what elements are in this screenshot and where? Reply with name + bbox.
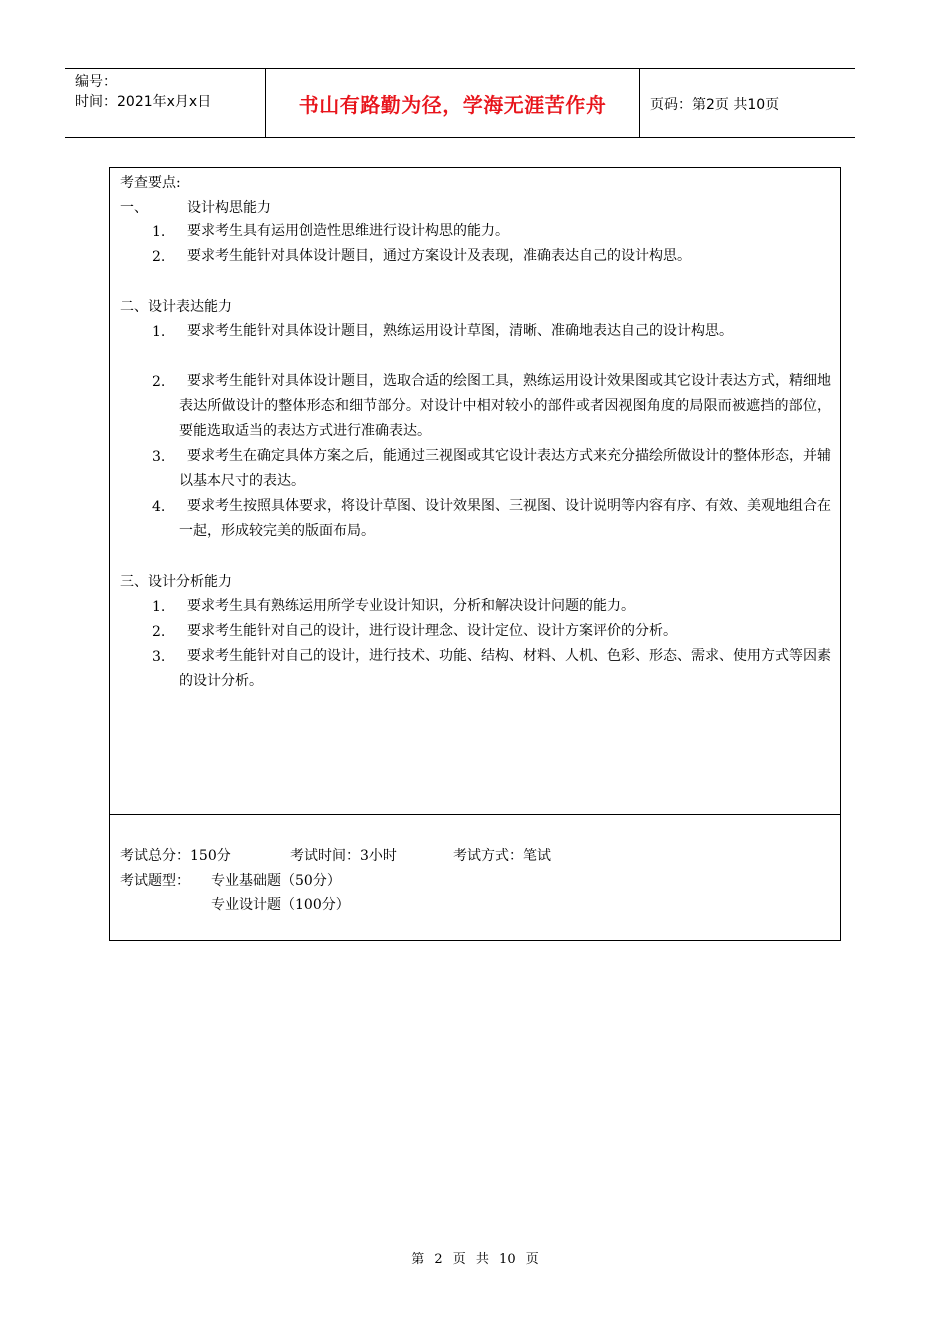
exam-types-label: 考试题型：	[120, 873, 190, 889]
list-number: 2.	[152, 624, 166, 640]
page-header	[65, 68, 855, 138]
list-number: 2.	[152, 374, 166, 390]
exam-method: 考试方式：笔试	[453, 848, 551, 864]
exam-duration: 考试时间：3小时	[290, 848, 397, 864]
list-item: 要求考生按照具体要求，将设计草图、设计效果图、三视图、设计说明等内容有序、有效、美观地组合在一起，形成较完美的版面布局。	[179, 498, 831, 539]
exam-type-design: 专业设计题（100分）	[211, 897, 350, 913]
list-item: 要求考生能针对具体设计题目，熟练运用设计草图，清晰、准确地表达自己的设计构思。	[187, 323, 733, 339]
list-number: 3.	[152, 449, 166, 465]
exam-type-basic: 专业基础题（50分）	[211, 873, 341, 889]
list-number: 1.	[152, 324, 166, 340]
list-number: 3.	[152, 649, 166, 665]
list-item: 要求考生能针对自己的设计，进行技术、功能、结构、材料、人机、色彩、形态、需求、使用方式等因素的设计分析。	[179, 648, 831, 689]
page-footer: 第 2 页 共 10 页	[411, 1252, 539, 1267]
list-item: 要求考生具有熟练运用所学专业设计知识，分析和解决设计问题的能力。	[187, 598, 635, 614]
list-number: 4.	[152, 499, 166, 515]
list-item: 要求考生能针对具体设计题目，通过方案设计及表现，准确表达自己的设计构思。	[187, 248, 691, 264]
header-divider	[639, 69, 640, 137]
list-item: 要求考生能针对自己的设计，进行设计理念、设计定位、设计方案评价的分析。	[187, 623, 677, 639]
date-line: 时间：2021年x月x日	[75, 94, 212, 110]
list-item: 要求考生能针对具体设计题目，选取合适的绘图工具，熟练运用设计效果图或其它设计表达方式，精细地表达所做设计的整体形态和细节部分。对设计中相对较小的部件或者因视图角度的局限而被遮挡的部位，要能选取适当的表达方式进行准确表达。	[179, 373, 831, 439]
list-item: 要求考生具有运用创造性思维进行设计构思的能力。	[187, 223, 509, 239]
header-meta	[75, 72, 211, 112]
exam-total-score: 考试总分：150分	[120, 848, 231, 864]
list-item: 要求考生在确定具体方案之后，能通过三视图或其它设计表达方式来充分描绘所做设计的整体形态，并辅以基本尺寸的表达。	[179, 448, 831, 489]
list-number: 2.	[152, 249, 166, 265]
header-page-number: 页码：第2页 共10页	[650, 97, 780, 113]
serial-label: 编号：	[75, 74, 117, 90]
section-1-prefix: 一、	[120, 200, 148, 216]
section-title: 考查要点:	[120, 175, 181, 191]
list-number: 1.	[152, 599, 166, 615]
section-1-heading: 设计构思能力	[187, 200, 271, 216]
list-number: 1.	[152, 224, 166, 240]
section-2-heading: 二、设计表达能力	[120, 299, 232, 315]
section-3-heading: 三、设计分析能力	[120, 574, 232, 590]
motto: 书山有路勤为径，学海无涯苦作舟	[298, 92, 607, 117]
